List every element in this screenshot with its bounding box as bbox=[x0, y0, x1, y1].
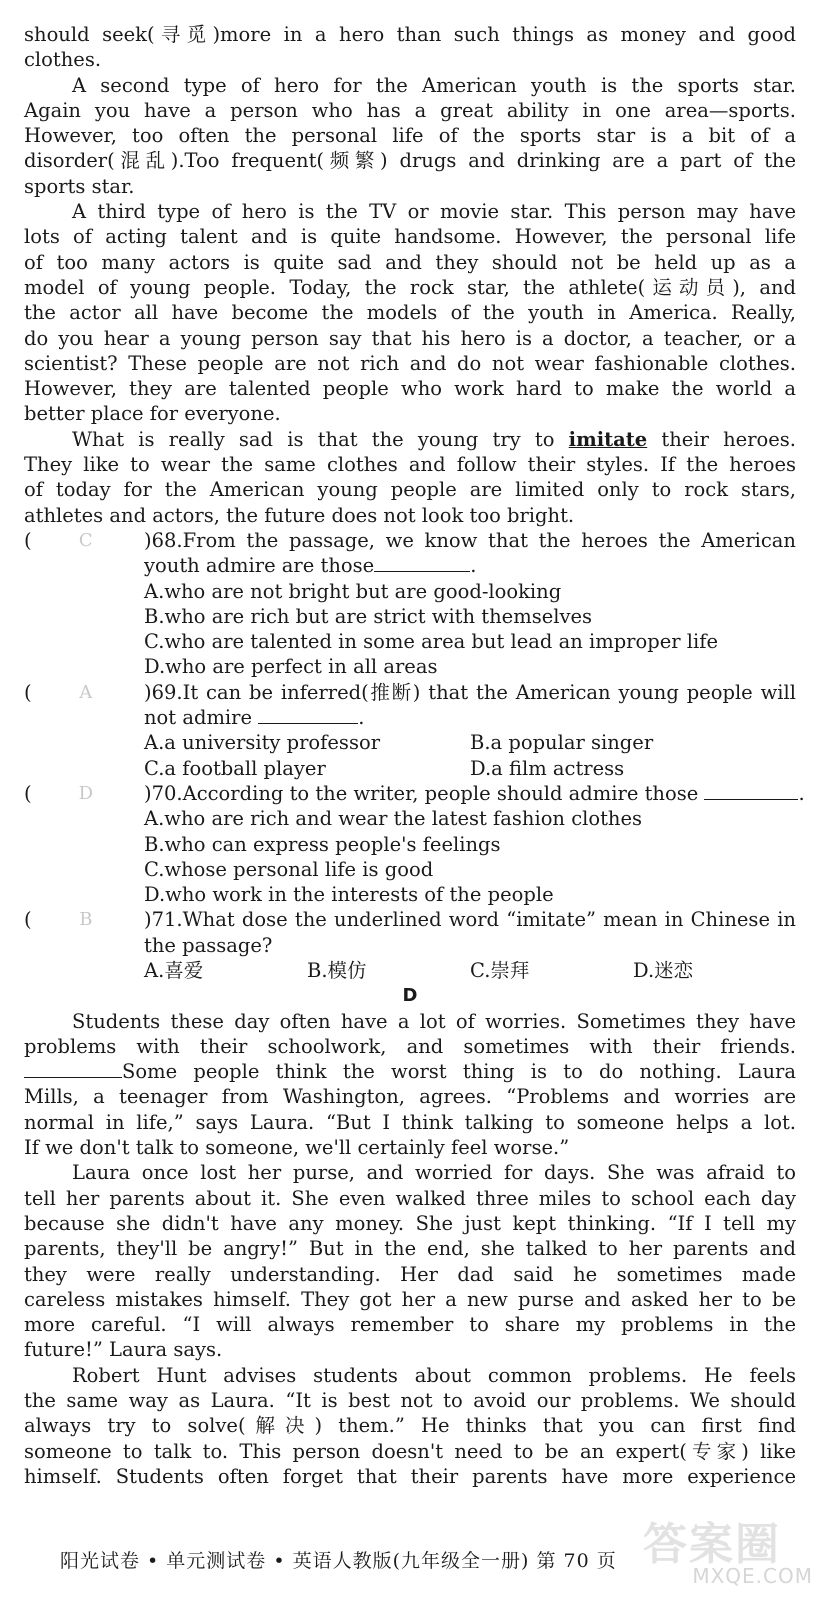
question-stem-cont: not admire . bbox=[144, 706, 365, 730]
passage-line: someone to talk to. This person doesn't need to be an expert(专家) like bbox=[24, 1439, 796, 1463]
handwritten-answer: D bbox=[78, 782, 94, 804]
passage-line: himself. Students often forget that their parents have more experience bbox=[24, 1464, 796, 1488]
option: A.who are not bright but are good-looking bbox=[144, 579, 562, 603]
option: C.崇拜 bbox=[470, 958, 530, 982]
passage-line: Laura once lost her purse, and worried for days. She was afraid to bbox=[72, 1161, 796, 1185]
question-70 bbox=[24, 781, 805, 806]
watermark-site-text: MXQE.COM bbox=[692, 1564, 813, 1588]
passage-text: What is really sad is that the young try to bbox=[72, 427, 569, 451]
passage-line: clothes. bbox=[24, 48, 102, 72]
passage-line: of too many actors is quite sad and they should not be held up as a bbox=[24, 250, 796, 274]
passage-line: Robert Hunt advises students about common problems. He feels bbox=[72, 1363, 796, 1387]
passage-line: A second type of hero for the American youth is the sports star. bbox=[72, 73, 796, 97]
passage-line: lots of acting talent and is quite handsome. However, the personal life bbox=[24, 225, 796, 249]
passage-line: better place for everyone. bbox=[24, 402, 281, 426]
answer-bracket: ( C bbox=[24, 528, 93, 552]
option: A.喜爱 bbox=[144, 958, 204, 982]
passage-line-imitate bbox=[24, 427, 796, 452]
question-68 bbox=[24, 528, 796, 553]
passage-line: should seek(寻觅)more in a hero than such things as money and good bbox=[24, 23, 796, 46]
handwritten-answer: C bbox=[78, 529, 93, 551]
answer-bracket: ( A bbox=[24, 680, 93, 704]
option: D.who work in the interests of the people bbox=[144, 883, 554, 907]
passage-line: However, too often the personal life of the sports star is a bit of a bbox=[24, 124, 796, 148]
passage-line: future!” Laura says. bbox=[24, 1338, 223, 1362]
answer-bracket: ( D bbox=[24, 781, 94, 805]
page-footer: 阳光试卷 • 单元测试卷 • 英语人教版(九年级全一册) 第 70 页 bbox=[60, 1550, 617, 1572]
option-row bbox=[24, 756, 796, 781]
option: C.who are talented in some area but lead an improper life bbox=[144, 630, 719, 654]
watermark-logo-text: 答案圈 bbox=[643, 1519, 781, 1570]
question-stem: )71.What dose the underlined word “imitate” mean in Chinese in bbox=[144, 908, 796, 932]
passage-line: model of young people. Today, the rock star, the athlete(运动员), and bbox=[24, 275, 796, 299]
option: C.a football player bbox=[144, 756, 326, 780]
passage-line: careless mistakes himself. They got her a new purse and asked her to be bbox=[24, 1287, 796, 1311]
passage-line: However, they are talented people who work hard to make the world a bbox=[24, 377, 796, 401]
passage-line: A third type of hero is the TV or movie star. This person may have bbox=[72, 200, 796, 224]
answer-blank bbox=[374, 553, 470, 572]
passage-line: Again you have a person who has a great ability in one area—sports. bbox=[24, 98, 796, 122]
passage-line: they were really understanding. Her dad said he sometimes made bbox=[24, 1262, 796, 1286]
passage-line: tell her parents about it. She even walked three miles to school each day bbox=[24, 1186, 796, 1210]
option: C.whose personal life is good bbox=[144, 857, 434, 881]
question-69 bbox=[24, 680, 796, 705]
watermark-logo bbox=[643, 1508, 823, 1588]
option: D.迷恋 bbox=[633, 958, 694, 982]
question-stem: )70.According to the writer, people should admire those . bbox=[144, 781, 805, 805]
question-71 bbox=[24, 907, 796, 932]
passage-line: If we don't talk to someone, we'll certainly feel worse.” bbox=[24, 1136, 570, 1160]
passage-line: do you hear a young person say that his hero is a doctor, a teacher, or a bbox=[24, 326, 796, 350]
option: B.who can express people's feelings bbox=[144, 832, 501, 856]
answer-blank bbox=[704, 781, 798, 800]
option-row bbox=[24, 730, 796, 755]
passage-line: Students these day often have a lot of worries. Sometimes they have bbox=[72, 1009, 796, 1033]
option: B.a popular singer bbox=[470, 731, 654, 755]
page-content bbox=[24, 22, 805, 1489]
answer-blank bbox=[24, 1059, 122, 1078]
passage-line: more careful. “I will always remember to share my problems in the bbox=[24, 1313, 796, 1337]
option: D.a film actress bbox=[470, 756, 625, 780]
option: D.who are perfect in all areas bbox=[144, 655, 438, 679]
handwritten-answer: B bbox=[79, 909, 93, 931]
option: A.who are rich and wear the latest fashion clothes bbox=[144, 807, 643, 831]
handwritten-answer: A bbox=[79, 681, 93, 703]
question-stem-cont: the passage? bbox=[144, 933, 273, 957]
option: B.who are rich but are strict with themselves bbox=[144, 604, 593, 628]
question-stem: )68.From the passage, we know that the heroes the American bbox=[144, 528, 796, 552]
passage-line: problems with their schoolwork, and sometimes with their friends. bbox=[24, 1034, 796, 1058]
passage-line: Mills, a teenager from Washington, agrees. “Problems and worries are bbox=[24, 1085, 796, 1109]
passage-line: scientist? These people are not rich and do not wear fashionable clothes. bbox=[24, 351, 796, 375]
passage-line: the actor all have become the models of the youth in America. Really, bbox=[24, 301, 796, 325]
question-stem-cont: youth admire are those . bbox=[144, 554, 477, 578]
section-heading: D bbox=[402, 985, 418, 1007]
underlined-word-imitate: imitate bbox=[568, 427, 648, 451]
passage-line: They like to wear the same clothes and follow their styles. If the heroes bbox=[24, 453, 796, 477]
answer-blank bbox=[258, 705, 358, 724]
passage-line: sports star. bbox=[24, 174, 135, 198]
passage-line: normal in life,” says Laura. “But I think talking to someone helps a lot. bbox=[24, 1110, 796, 1134]
option: A.a university professor bbox=[144, 731, 381, 755]
passage-line: parents, they'll be angry!” But in the end, she talked to her parents and bbox=[24, 1237, 796, 1261]
passage-line: always try to solve(解决) them.” He thinks that you can first find bbox=[24, 1414, 796, 1438]
option-row bbox=[24, 958, 796, 983]
passage-line: the same way as Laura. “It is best not to avoid our problems. We should bbox=[24, 1389, 796, 1413]
passage-line: because she didn't have any money. She just kept thinking. “If I tell my bbox=[24, 1211, 796, 1235]
passage-line: of today for the American young people are limited only to rock stars, bbox=[24, 478, 796, 502]
passage-text: their heroes. bbox=[647, 427, 797, 451]
question-stem: )69.It can be inferred(推断) that the American young people will bbox=[144, 680, 796, 704]
passage-line-blank: Some people think the worst thing is to do nothing. Laura bbox=[24, 1059, 796, 1084]
passage-line: athletes and actors, the future does not look too bright. bbox=[24, 503, 575, 527]
answer-bracket: ( B bbox=[24, 908, 93, 932]
passage-line: disorder(混乱).Too frequent(频繁) drugs and drinking are a part of the bbox=[24, 149, 796, 173]
option: B.模仿 bbox=[307, 958, 367, 982]
